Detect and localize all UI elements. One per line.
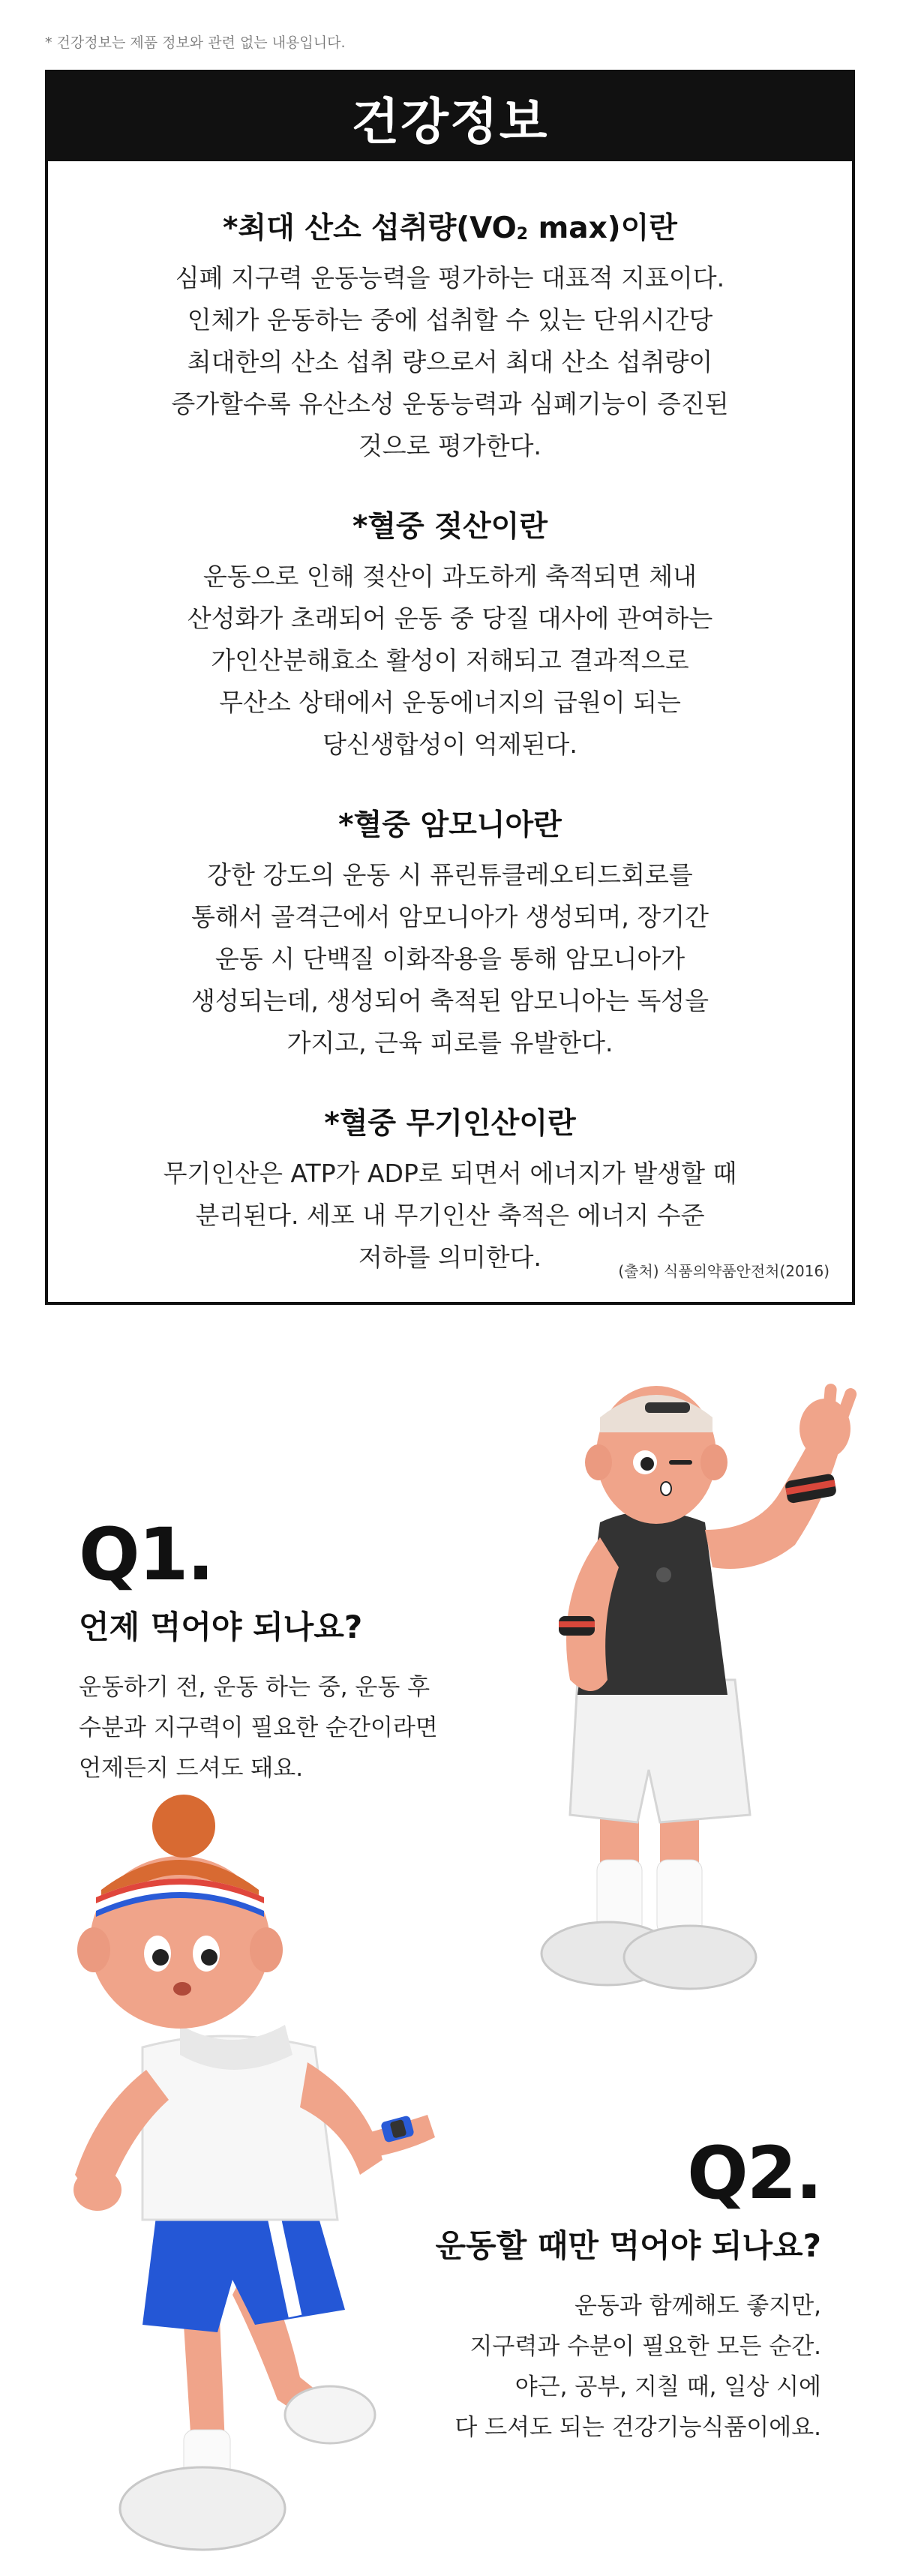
q1-number: Q1. [79,1513,213,1597]
health-info-box [45,70,855,1305]
q2-title: 운동할 때만 먹어야 되나요? [435,2227,821,2264]
section-vo2max [48,205,852,467]
q1-answer: 운동하기 전, 운동 하는 중, 운동 후 수분과 지구력이 필요한 순간이라면 언제든지 드셔도 돼요. [79,1674,438,1782]
q1-title: 언제 먹어야 되나요? [79,1609,363,1645]
q2-answer: 운동과 함께해도 좋지만, 지구력과 수분이 필요한 모든 순간. 야근, 공부, 지칠 때, 일상 시에 다 드셔도 되는 건강기능식품이에요. [454,2293,821,2441]
section-title: *혈중 젖산이란 [352,510,548,544]
section-text: 심폐 지구력 운동능력을 평가하는 대표적 지표이다. 인체가 운동하는 중에 섭취할 수 있는 단위시간당 최대한의 산소 섭취 량으로서 최대 산소 섭취량이 증가할수록 유산소성 운동능력과 심폐기능이 증진된 것으로 평가한다. [171,263,729,460]
section-text: 운동으로 인해 젖산이 과도하게 축적되면 체내 산성화가 초래되어 운동 중 당질 대사에 관여하는 가인산분해효소 활성이 저해되고 결과적으로 무산소 상태에서 운동에너지의 급원이 되는 당신생합성이 억제된다. [187,562,713,759]
faq-q1 [79,1513,438,1789]
section-text: 무기인산은 ATP가 ADP로 되면서 에너지가 발생할 때 분리된다. 세포 내 무기인산 축적은 에너지 수준 저하를 의미한다. [163,1159,737,1272]
q2-number: Q2. [687,2131,821,2215]
faq-q2 [435,2131,821,2448]
section-title: *최대 산소 섭취량($VO_2$ max)이란 [223,211,677,245]
health-info-body [48,161,852,1279]
section-ammonia [48,802,852,1064]
standing-character-illustration [488,1350,862,2017]
section-text: 강한 강도의 운동 시 퓨린튜클레오티드회로를 통해서 골격근에서 암모니아가 생성되며, 장기간 운동 시 단백질 이화작용을 통해 암모니아가 생성되는데, 생성되어 축적된 암모니아는 독성을 가지고, 근육 피로를 유발한다. [190,860,709,1057]
section-title: *혈중 무기인산이란 [324,1107,576,1141]
source-citation: (출처) 식품의약품안전처(2016) [618,1262,830,1280]
disclaimer-note: * 건강정보는 제품 정보와 관련 없는 내용입니다. [45,34,346,51]
running-character-illustration [30,1785,480,2565]
health-info-title: 건강정보 [48,73,852,161]
section-title: *혈중 암모니아란 [338,808,562,842]
section-phosphate [48,1100,852,1279]
section-lactate [48,503,852,766]
